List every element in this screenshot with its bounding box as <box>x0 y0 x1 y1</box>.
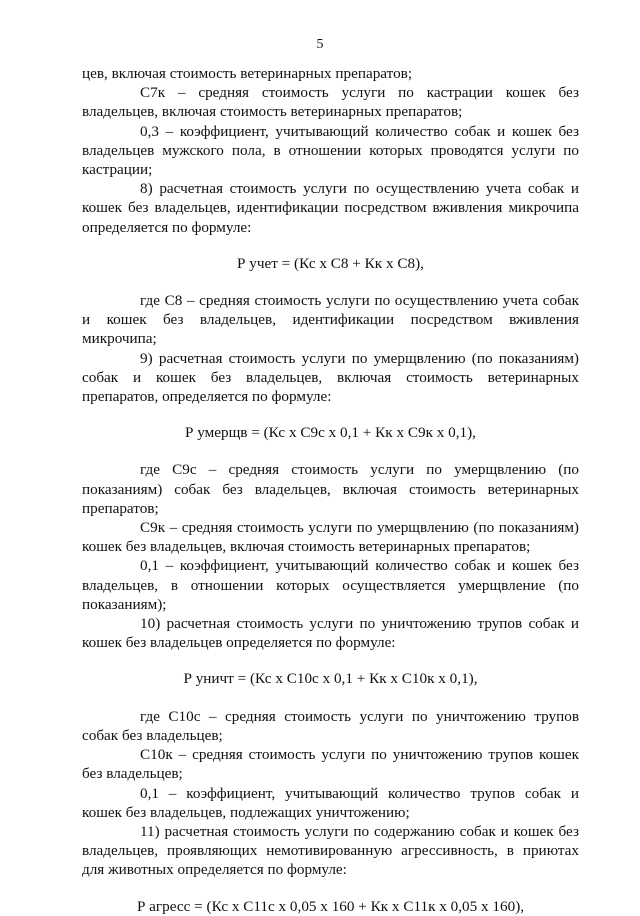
paragraph-item-11: 11) расчетная стоимость услуги по содержанию собак и кошек без владельцев, проявляющих немотивированную агрессивность, в приютах для животных определяется по формуле: <box>82 822 579 879</box>
paragraph-c9k-definition: С9к – средняя стоимость услуги по умерщвлению (по показаниям) кошек без владельцев, включая стоимость ветеринарных препаратов; <box>82 519 579 556</box>
formula-aggression: Р агресс = (Кс х С11с х 0,05 х 160 + Кк х С11к х 0,05 х 160), <box>136 897 525 915</box>
formula-destruction: Р уничт = (Кс х С10с х 0,1 + Кк х С10к х 0,1), <box>183 670 478 688</box>
paragraph-item-10: 10) расчетная стоимость услуги по уничтожению трупов собак и кошек без владельцев определяется по формуле: <box>82 615 579 652</box>
formula-euthanasia: Р умерщв = (Кс х С9с х 0,1 + Кк х С9к х 0,1), <box>185 424 476 442</box>
paragraph-item-8: 8) расчетная стоимость услуги по осуществлению учета собак и кошек без владельцев, идентификации посредством вживления микрочипа определяется по формуле: <box>82 180 579 236</box>
document-body <box>82 64 579 916</box>
paragraph-c9c-definition: где С9с – средняя стоимость услуги по умерщвлению (по показаниям) собак без владельцев, включая стоимость ветеринарных препаратов; <box>82 461 579 517</box>
paragraph-coefficient-0-1-euthanasia: 0,1 – коэффициент, учитывающий количество собак и кошек без владельцев, в отношении которых осуществляется умерщвление (по показаниям); <box>82 557 579 613</box>
paragraph-c7k-definition: С7к – средняя стоимость услуги по кастрации кошек без владельцев, включая стоимость ветеринарных препаратов; <box>82 84 579 121</box>
paragraph-c8-definition: где С8 – средняя стоимость услуги по осуществлению учета собак и кошек без владельцев, идентификации посредством вживления микрочипа; <box>82 292 579 348</box>
paragraph-item-9: 9) расчетная стоимость услуги по умерщвлению (по показаниям) собак и кошек без владельцев, включая стоимость ветеринарных препаратов, определяется по формуле: <box>82 349 579 406</box>
paragraph-coefficient-0-1-destruction: 0,1 – коэффициент, учитывающий количество трупов собак и кошек без владельцев, подлежащих уничтожению; <box>82 784 579 821</box>
paragraph-c10c-definition: где С10с – средняя стоимость услуги по уничтожению трупов собак без владельцев; <box>82 707 579 744</box>
paragraph-coefficient-0-3: 0,3 – коэффициент, учитывающий количество собак и кошек без владельцев мужского пола, в отношении которых проводятся услуги по кастрации; <box>82 122 579 179</box>
paragraph-continuation: цев, включая стоимость ветеринарных препаратов; <box>82 65 413 82</box>
page-number: 5 <box>316 37 324 52</box>
paragraph-c10k-definition: С10к – средняя стоимость услуги по уничтожению трупов кошек без владельцев; <box>82 746 579 783</box>
formula-accounting: Р учет = (Кс х С8 + Кк х С8), <box>237 254 424 272</box>
